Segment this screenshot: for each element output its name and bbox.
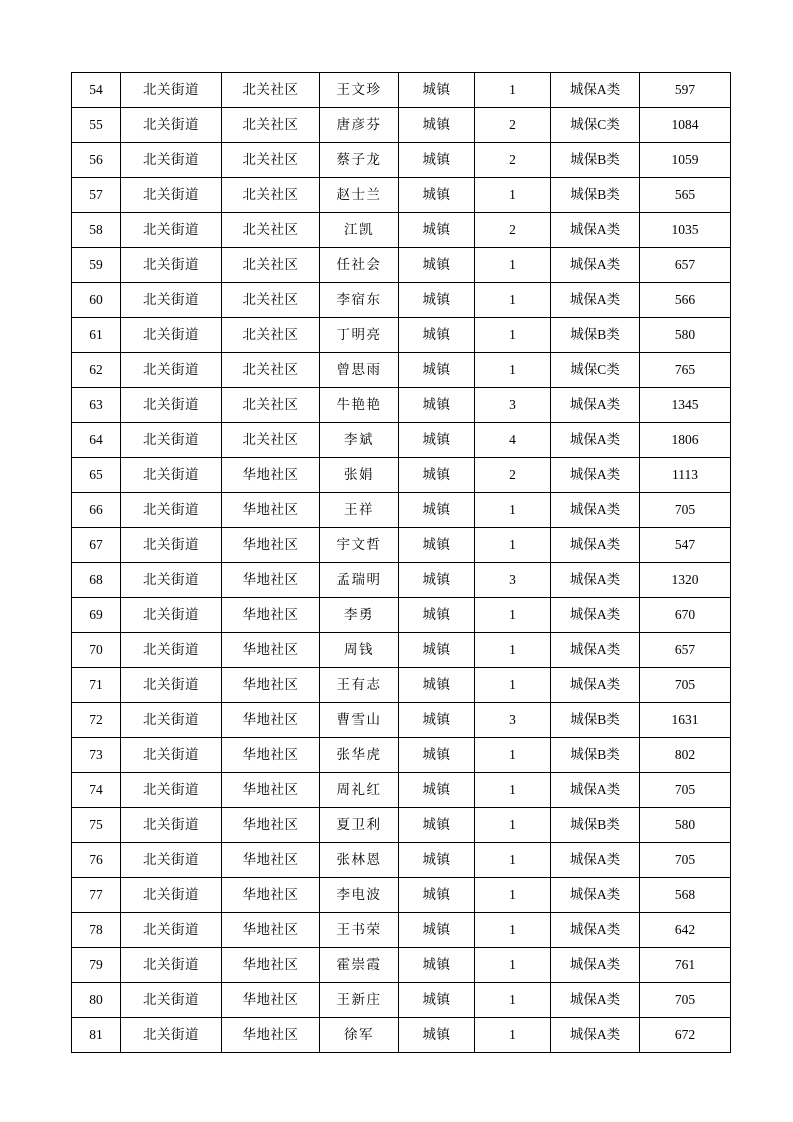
cell-amount: 566 xyxy=(640,283,731,318)
cell-community: 华地社区 xyxy=(222,983,320,1018)
cell-amount: 657 xyxy=(640,248,731,283)
cell-amount: 657 xyxy=(640,633,731,668)
table-row xyxy=(72,878,731,913)
cell-category: 城保B类 xyxy=(551,808,640,843)
table-row xyxy=(72,703,731,738)
cell-count: 1 xyxy=(475,668,551,703)
cell-amount: 1084 xyxy=(640,108,731,143)
cell-count: 2 xyxy=(475,213,551,248)
cell-count: 1 xyxy=(475,633,551,668)
cell-street: 北关街道 xyxy=(121,248,222,283)
cell-street: 北关街道 xyxy=(121,388,222,423)
cell-type: 城镇 xyxy=(399,178,475,213)
cell-index: 70 xyxy=(72,633,121,668)
cell-category: 城保A类 xyxy=(551,948,640,983)
cell-amount: 1320 xyxy=(640,563,731,598)
cell-community: 华地社区 xyxy=(222,528,320,563)
cell-category: 城保B类 xyxy=(551,318,640,353)
cell-street: 北关街道 xyxy=(121,73,222,108)
cell-count: 1 xyxy=(475,248,551,283)
subsidy-recipients-table xyxy=(71,72,731,1053)
cell-community: 北关社区 xyxy=(222,178,320,213)
cell-count: 1 xyxy=(475,283,551,318)
cell-type: 城镇 xyxy=(399,563,475,598)
table-row xyxy=(72,143,731,178)
cell-amount: 672 xyxy=(640,1018,731,1053)
cell-amount: 1806 xyxy=(640,423,731,458)
cell-index: 75 xyxy=(72,808,121,843)
cell-type: 城镇 xyxy=(399,248,475,283)
cell-name: 王文珍 xyxy=(320,73,399,108)
cell-index: 79 xyxy=(72,948,121,983)
cell-name: 王有志 xyxy=(320,668,399,703)
table-row xyxy=(72,983,731,1018)
table-row xyxy=(72,283,731,318)
cell-name: 李斌 xyxy=(320,423,399,458)
cell-count: 3 xyxy=(475,703,551,738)
cell-community: 北关社区 xyxy=(222,73,320,108)
cell-community: 北关社区 xyxy=(222,143,320,178)
cell-amount: 1059 xyxy=(640,143,731,178)
cell-amount: 670 xyxy=(640,598,731,633)
cell-count: 1 xyxy=(475,1018,551,1053)
cell-name: 牛艳艳 xyxy=(320,388,399,423)
cell-name: 曹雪山 xyxy=(320,703,399,738)
cell-count: 1 xyxy=(475,773,551,808)
cell-name: 霍崇霞 xyxy=(320,948,399,983)
cell-type: 城镇 xyxy=(399,598,475,633)
table-row xyxy=(72,563,731,598)
cell-street: 北关街道 xyxy=(121,983,222,1018)
table-row xyxy=(72,843,731,878)
cell-type: 城镇 xyxy=(399,808,475,843)
cell-community: 华地社区 xyxy=(222,843,320,878)
cell-category: 城保A类 xyxy=(551,633,640,668)
cell-street: 北关街道 xyxy=(121,913,222,948)
cell-type: 城镇 xyxy=(399,458,475,493)
cell-name: 孟瑞明 xyxy=(320,563,399,598)
cell-type: 城镇 xyxy=(399,843,475,878)
cell-count: 1 xyxy=(475,913,551,948)
cell-community: 华地社区 xyxy=(222,878,320,913)
cell-type: 城镇 xyxy=(399,493,475,528)
cell-name: 丁明亮 xyxy=(320,318,399,353)
cell-type: 城镇 xyxy=(399,283,475,318)
table-row xyxy=(72,808,731,843)
cell-street: 北关街道 xyxy=(121,423,222,458)
cell-type: 城镇 xyxy=(399,738,475,773)
table-row xyxy=(72,248,731,283)
cell-count: 1 xyxy=(475,318,551,353)
cell-index: 55 xyxy=(72,108,121,143)
table-row xyxy=(72,178,731,213)
cell-name: 王祥 xyxy=(320,493,399,528)
cell-category: 城保B类 xyxy=(551,738,640,773)
table-row xyxy=(72,913,731,948)
cell-name: 徐军 xyxy=(320,1018,399,1053)
cell-amount: 580 xyxy=(640,318,731,353)
cell-amount: 1035 xyxy=(640,213,731,248)
cell-category: 城保A类 xyxy=(551,388,640,423)
cell-category: 城保A类 xyxy=(551,983,640,1018)
cell-community: 华地社区 xyxy=(222,773,320,808)
cell-community: 华地社区 xyxy=(222,913,320,948)
cell-type: 城镇 xyxy=(399,73,475,108)
cell-name: 王书荣 xyxy=(320,913,399,948)
cell-index: 66 xyxy=(72,493,121,528)
cell-category: 城保A类 xyxy=(551,598,640,633)
table-row xyxy=(72,213,731,248)
cell-street: 北关街道 xyxy=(121,563,222,598)
table-row xyxy=(72,598,731,633)
cell-index: 62 xyxy=(72,353,121,388)
cell-type: 城镇 xyxy=(399,703,475,738)
table-row xyxy=(72,1018,731,1053)
cell-index: 74 xyxy=(72,773,121,808)
cell-amount: 765 xyxy=(640,353,731,388)
cell-amount: 705 xyxy=(640,843,731,878)
cell-community: 华地社区 xyxy=(222,808,320,843)
cell-amount: 1113 xyxy=(640,458,731,493)
cell-category: 城保A类 xyxy=(551,528,640,563)
cell-amount: 705 xyxy=(640,983,731,1018)
cell-street: 北关街道 xyxy=(121,808,222,843)
cell-amount: 580 xyxy=(640,808,731,843)
cell-amount: 568 xyxy=(640,878,731,913)
cell-name: 周礼红 xyxy=(320,773,399,808)
cell-index: 81 xyxy=(72,1018,121,1053)
cell-amount: 1345 xyxy=(640,388,731,423)
cell-count: 1 xyxy=(475,843,551,878)
cell-category: 城保B类 xyxy=(551,143,640,178)
cell-type: 城镇 xyxy=(399,528,475,563)
cell-count: 1 xyxy=(475,738,551,773)
cell-count: 1 xyxy=(475,598,551,633)
cell-community: 华地社区 xyxy=(222,703,320,738)
cell-street: 北关街道 xyxy=(121,283,222,318)
table-row xyxy=(72,353,731,388)
cell-street: 北关街道 xyxy=(121,108,222,143)
cell-amount: 802 xyxy=(640,738,731,773)
cell-street: 北关街道 xyxy=(121,598,222,633)
cell-community: 北关社区 xyxy=(222,318,320,353)
cell-count: 1 xyxy=(475,528,551,563)
cell-category: 城保C类 xyxy=(551,108,640,143)
cell-name: 蔡子龙 xyxy=(320,143,399,178)
cell-category: 城保A类 xyxy=(551,458,640,493)
cell-type: 城镇 xyxy=(399,773,475,808)
cell-community: 北关社区 xyxy=(222,213,320,248)
cell-type: 城镇 xyxy=(399,633,475,668)
cell-name: 李电波 xyxy=(320,878,399,913)
cell-category: 城保A类 xyxy=(551,843,640,878)
cell-count: 1 xyxy=(475,493,551,528)
cell-index: 57 xyxy=(72,178,121,213)
cell-street: 北关街道 xyxy=(121,493,222,528)
cell-category: 城保A类 xyxy=(551,1018,640,1053)
cell-index: 78 xyxy=(72,913,121,948)
cell-name: 江凯 xyxy=(320,213,399,248)
cell-count: 3 xyxy=(475,563,551,598)
table-row xyxy=(72,948,731,983)
cell-street: 北关街道 xyxy=(121,1018,222,1053)
cell-index: 58 xyxy=(72,213,121,248)
cell-index: 71 xyxy=(72,668,121,703)
cell-name: 张华虎 xyxy=(320,738,399,773)
cell-count: 1 xyxy=(475,948,551,983)
cell-type: 城镇 xyxy=(399,983,475,1018)
cell-type: 城镇 xyxy=(399,213,475,248)
table-row xyxy=(72,318,731,353)
cell-name: 宇文哲 xyxy=(320,528,399,563)
cell-name: 周钱 xyxy=(320,633,399,668)
cell-community: 华地社区 xyxy=(222,563,320,598)
cell-count: 1 xyxy=(475,808,551,843)
cell-amount: 565 xyxy=(640,178,731,213)
cell-community: 北关社区 xyxy=(222,283,320,318)
cell-index: 68 xyxy=(72,563,121,598)
cell-street: 北关街道 xyxy=(121,528,222,563)
cell-street: 北关街道 xyxy=(121,738,222,773)
cell-index: 54 xyxy=(72,73,121,108)
table-body xyxy=(72,73,731,1053)
cell-community: 华地社区 xyxy=(222,633,320,668)
cell-community: 北关社区 xyxy=(222,353,320,388)
cell-category: 城保A类 xyxy=(551,563,640,598)
cell-type: 城镇 xyxy=(399,878,475,913)
cell-name: 赵士兰 xyxy=(320,178,399,213)
cell-amount: 761 xyxy=(640,948,731,983)
cell-community: 华地社区 xyxy=(222,1018,320,1053)
table-row xyxy=(72,388,731,423)
cell-community: 北关社区 xyxy=(222,388,320,423)
cell-count: 4 xyxy=(475,423,551,458)
cell-category: 城保A类 xyxy=(551,213,640,248)
cell-category: 城保A类 xyxy=(551,668,640,703)
cell-count: 1 xyxy=(475,353,551,388)
cell-index: 56 xyxy=(72,143,121,178)
cell-name: 王新庄 xyxy=(320,983,399,1018)
cell-type: 城镇 xyxy=(399,388,475,423)
cell-index: 76 xyxy=(72,843,121,878)
cell-street: 北关街道 xyxy=(121,878,222,913)
table-row xyxy=(72,73,731,108)
cell-community: 华地社区 xyxy=(222,458,320,493)
cell-community: 华地社区 xyxy=(222,598,320,633)
cell-street: 北关街道 xyxy=(121,843,222,878)
cell-street: 北关街道 xyxy=(121,353,222,388)
table-row xyxy=(72,423,731,458)
cell-count: 1 xyxy=(475,878,551,913)
cell-street: 北关街道 xyxy=(121,458,222,493)
cell-index: 64 xyxy=(72,423,121,458)
cell-name: 曾思雨 xyxy=(320,353,399,388)
cell-name: 张林恩 xyxy=(320,843,399,878)
cell-name: 夏卫利 xyxy=(320,808,399,843)
cell-street: 北关街道 xyxy=(121,318,222,353)
cell-category: 城保A类 xyxy=(551,913,640,948)
table-row xyxy=(72,108,731,143)
cell-name: 唐彦芬 xyxy=(320,108,399,143)
cell-index: 67 xyxy=(72,528,121,563)
cell-amount: 547 xyxy=(640,528,731,563)
cell-category: 城保B类 xyxy=(551,178,640,213)
cell-community: 北关社区 xyxy=(222,423,320,458)
cell-street: 北关街道 xyxy=(121,948,222,983)
cell-amount: 597 xyxy=(640,73,731,108)
cell-category: 城保B类 xyxy=(551,703,640,738)
cell-type: 城镇 xyxy=(399,423,475,458)
cell-community: 北关社区 xyxy=(222,108,320,143)
cell-category: 城保A类 xyxy=(551,878,640,913)
cell-count: 1 xyxy=(475,178,551,213)
cell-street: 北关街道 xyxy=(121,633,222,668)
table-row xyxy=(72,493,731,528)
cell-index: 60 xyxy=(72,283,121,318)
cell-index: 80 xyxy=(72,983,121,1018)
cell-community: 北关社区 xyxy=(222,248,320,283)
cell-community: 华地社区 xyxy=(222,738,320,773)
cell-count: 2 xyxy=(475,143,551,178)
cell-community: 华地社区 xyxy=(222,948,320,983)
cell-community: 华地社区 xyxy=(222,668,320,703)
table-row xyxy=(72,458,731,493)
cell-count: 2 xyxy=(475,108,551,143)
cell-amount: 1631 xyxy=(640,703,731,738)
cell-name: 任社会 xyxy=(320,248,399,283)
cell-count: 1 xyxy=(475,983,551,1018)
cell-category: 城保A类 xyxy=(551,773,640,808)
cell-index: 73 xyxy=(72,738,121,773)
cell-type: 城镇 xyxy=(399,108,475,143)
cell-amount: 705 xyxy=(640,773,731,808)
cell-amount: 705 xyxy=(640,668,731,703)
cell-street: 北关街道 xyxy=(121,773,222,808)
table-row xyxy=(72,773,731,808)
cell-category: 城保A类 xyxy=(551,283,640,318)
cell-category: 城保A类 xyxy=(551,248,640,283)
cell-name: 李宿东 xyxy=(320,283,399,318)
cell-type: 城镇 xyxy=(399,143,475,178)
cell-name: 张娟 xyxy=(320,458,399,493)
cell-count: 2 xyxy=(475,458,551,493)
cell-street: 北关街道 xyxy=(121,703,222,738)
cell-amount: 642 xyxy=(640,913,731,948)
table-row xyxy=(72,633,731,668)
cell-category: 城保A类 xyxy=(551,423,640,458)
cell-amount: 705 xyxy=(640,493,731,528)
cell-count: 3 xyxy=(475,388,551,423)
cell-type: 城镇 xyxy=(399,948,475,983)
cell-index: 65 xyxy=(72,458,121,493)
cell-category: 城保A类 xyxy=(551,73,640,108)
cell-index: 69 xyxy=(72,598,121,633)
cell-street: 北关街道 xyxy=(121,668,222,703)
cell-index: 61 xyxy=(72,318,121,353)
cell-community: 华地社区 xyxy=(222,493,320,528)
table-row xyxy=(72,528,731,563)
cell-type: 城镇 xyxy=(399,668,475,703)
cell-count: 1 xyxy=(475,73,551,108)
cell-category: 城保A类 xyxy=(551,493,640,528)
cell-category: 城保C类 xyxy=(551,353,640,388)
cell-index: 63 xyxy=(72,388,121,423)
cell-name: 李勇 xyxy=(320,598,399,633)
cell-index: 72 xyxy=(72,703,121,738)
cell-street: 北关街道 xyxy=(121,178,222,213)
cell-index: 77 xyxy=(72,878,121,913)
cell-type: 城镇 xyxy=(399,1018,475,1053)
cell-street: 北关街道 xyxy=(121,213,222,248)
cell-type: 城镇 xyxy=(399,318,475,353)
table-row xyxy=(72,668,731,703)
table-row xyxy=(72,738,731,773)
cell-type: 城镇 xyxy=(399,353,475,388)
cell-index: 59 xyxy=(72,248,121,283)
cell-type: 城镇 xyxy=(399,913,475,948)
cell-street: 北关街道 xyxy=(121,143,222,178)
